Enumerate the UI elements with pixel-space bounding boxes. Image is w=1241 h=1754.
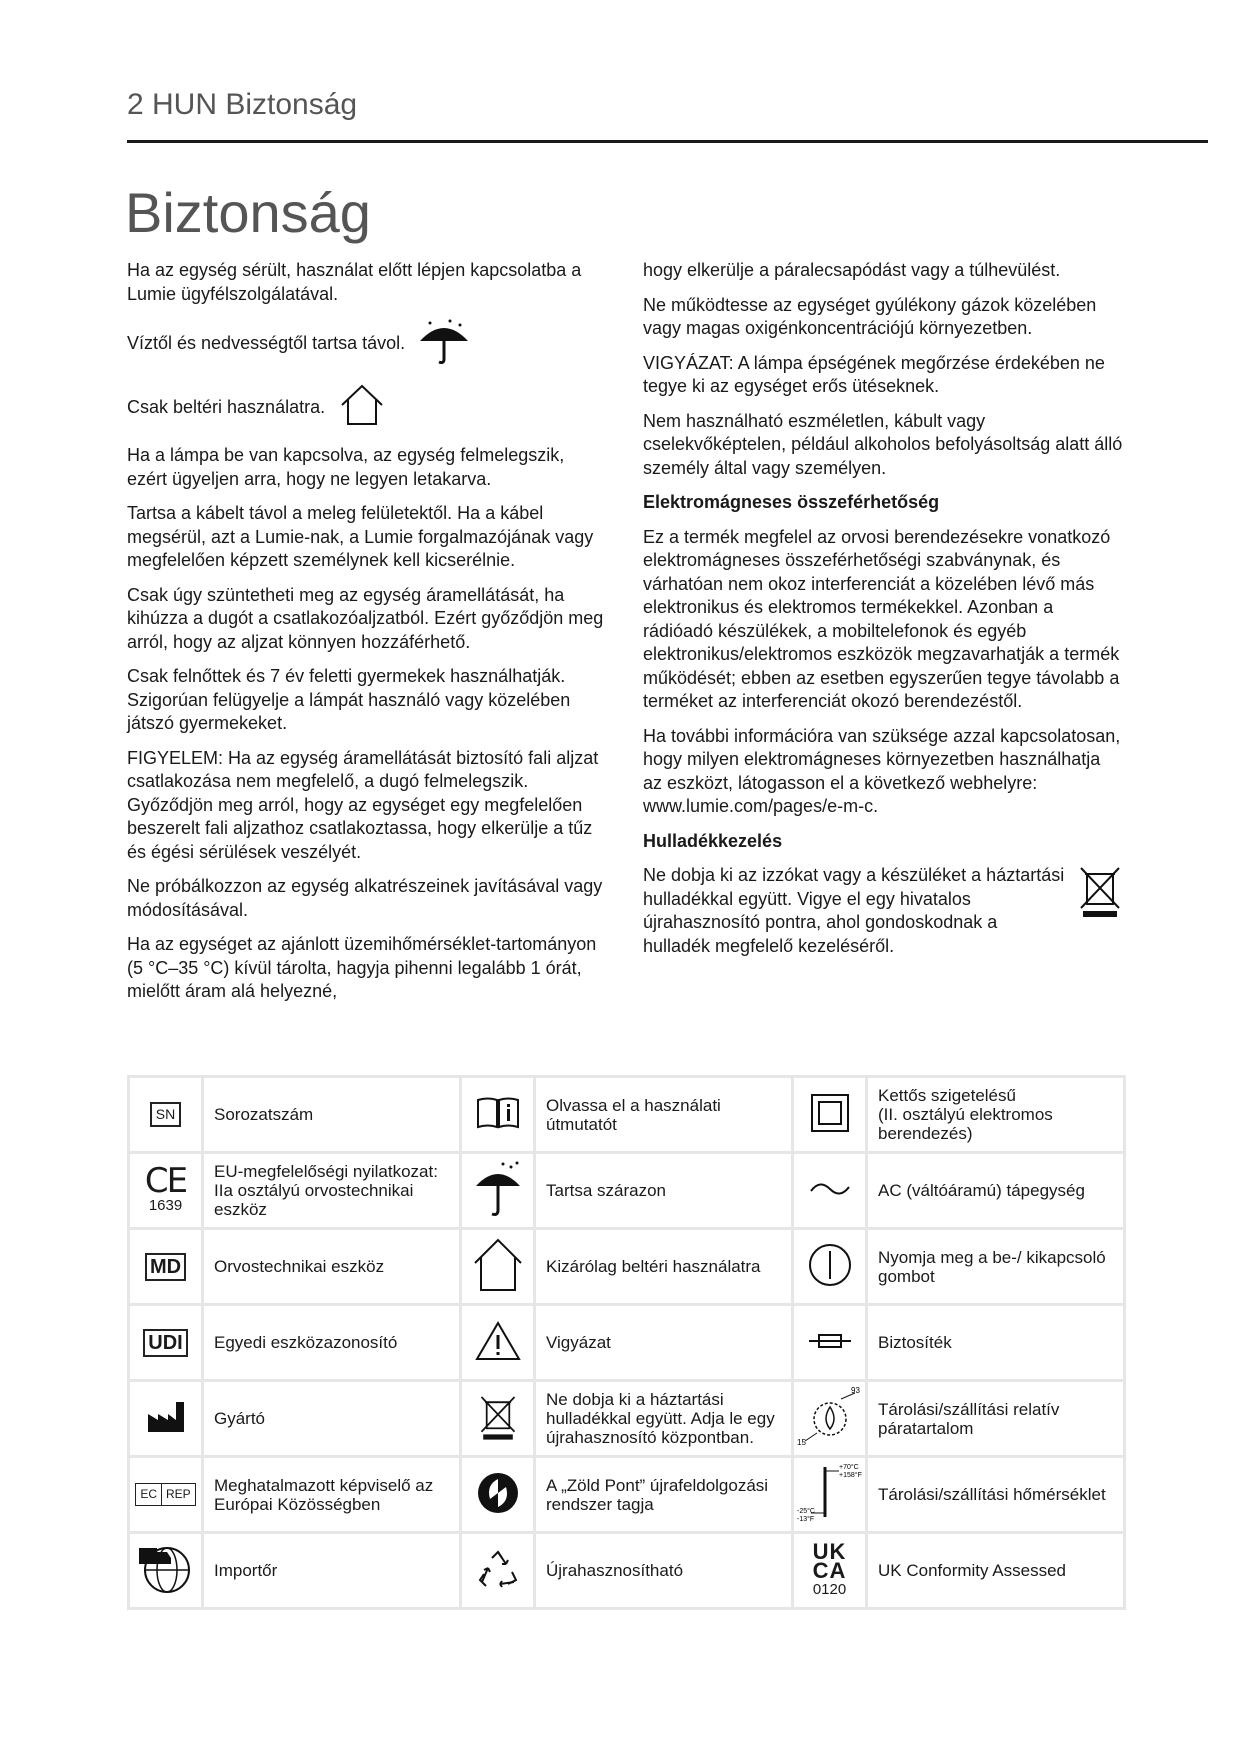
house-icon <box>336 383 388 434</box>
book-info-icon <box>461 1077 535 1153</box>
symbol-label: A „Zöld Pont” újrafeldolgozási rendszer tagja <box>535 1457 793 1533</box>
umbrella-icon <box>461 1153 535 1229</box>
symbol-label: Tárolási/szállítási hőmérséklet <box>867 1457 1125 1533</box>
warning-paragraph: FIGYELEM: Ha az egység áramellátását biztosító fali aljzat csatlakozása nem megfelelő, a dugó felmelegszik. Győződjön meg arról, hogy az egységet egy megfelelően beszerelt fali aljzathoz csatlakoztassa, hogy elkerülje a tűz és égési sérülések veszélyét. <box>127 747 599 862</box>
symbol-label: Kettős szigetelésű (II. osztályú elektromos berendezés) <box>867 1077 1125 1153</box>
humidity-min-label: 15 <box>796 1437 806 1447</box>
symbol-label: Meghatalmazott képviselő az Európai Közösségben <box>203 1457 461 1533</box>
symbol-label: Biztosíték <box>867 1305 1125 1381</box>
symbols-table <box>127 1075 1126 1610</box>
symbol-label: Importőr <box>203 1533 461 1609</box>
temp-min-c: -25°C <box>796 1507 815 1515</box>
paragraph: Ha az egységet az ajánlott üzemihőmérséklet-tartományon (5 °C–35 °C) kívül tárolta, hagyja pihenni legalább 1 órát, mielőtt áram alá helyezné, <box>127 934 597 1001</box>
temp-min-f: -13°F <box>796 1515 814 1523</box>
humidity-icon <box>793 1381 867 1457</box>
symbol-label: Tartsa szárazon <box>535 1153 793 1229</box>
symbol-label: Újrahasznosítható <box>535 1533 793 1609</box>
ec-rep-icon: EC REP <box>129 1457 203 1533</box>
paragraph: Ha további információra van szüksége azzal kapcsolatosan, hogy milyen elektromágneses környezetben használhatja az eszközt, látogasson el a következő webhelyre: www.lumie.com/pages/e-m-c. <box>643 725 1121 816</box>
symbol-label: AC (váltóáramú) tápegység <box>867 1153 1125 1229</box>
double-square-icon <box>793 1077 867 1153</box>
page-header: 2 HUN Biztonság <box>127 88 358 121</box>
green-dot-icon <box>461 1457 535 1533</box>
waste-heading: Hulladékkezelés <box>643 830 783 851</box>
paragraph-with-icon <box>127 317 607 372</box>
paragraph: Ne próbálkozzon az egység alkatrészeinek javításával vagy módosításával. <box>127 876 603 920</box>
weee-bin-icon <box>461 1381 535 1457</box>
symbol-label: EU-megfelelőségi nyilatkozat: IIa osztályú orvostechnikai eszköz <box>203 1153 461 1229</box>
paragraph: Nem használható eszméletlen, kábult vagy cselekvőképtelen, például alkoholos befolyásoltság alatt álló személy által vagy személyen. <box>643 410 1123 478</box>
ce-mark-icon: CE 1639 <box>129 1153 203 1229</box>
table-row <box>129 1077 1125 1153</box>
emc-heading: Elektromágneses összeférhetőség <box>643 492 940 512</box>
symbol-label: Sorozatszám <box>203 1077 461 1153</box>
right-column <box>643 259 1123 969</box>
symbol-label: Orvostechnikai eszköz <box>203 1229 461 1305</box>
caution-paragraph: VIGYÁZAT: A lámpa épségének megőrzése érdekében ne tegye ki az egységet erős ütéseknek. <box>643 352 1105 396</box>
importer-icon <box>129 1533 203 1609</box>
table-row <box>129 1533 1125 1609</box>
factory-icon <box>129 1381 203 1457</box>
temp-max-f: +158°F <box>838 1471 862 1479</box>
table-row <box>129 1381 1125 1457</box>
house-icon <box>461 1229 535 1305</box>
paragraph: Ne működtesse az egységet gyúlékony gázok közelében vagy magas oxigénkoncentrációjú környezetben. <box>643 294 1097 338</box>
fuse-icon <box>793 1305 867 1381</box>
symbol-label: Kizárólag beltéri használatra <box>535 1229 793 1305</box>
md-icon: MD <box>129 1229 203 1305</box>
udi-icon: UDI <box>129 1305 203 1381</box>
weee-bin-icon <box>1077 864 1123 925</box>
humidity-max-label: 93 <box>850 1386 860 1395</box>
symbol-label: Tárolási/szállítási relatív páratartalom <box>867 1381 1125 1457</box>
page-title: Biztonság <box>125 181 371 244</box>
warning-icon <box>461 1305 535 1381</box>
power-icon <box>793 1229 867 1305</box>
umbrella-icon <box>416 317 472 372</box>
paragraph-text: Csak beltéri használatra. <box>127 396 326 417</box>
symbol-label: Gyártó <box>203 1381 461 1457</box>
table-row <box>129 1153 1125 1229</box>
symbol-label: Vigyázat <box>535 1305 793 1381</box>
temp-max-c: +70°C <box>838 1463 859 1471</box>
notified-body-number: 1639 <box>148 1197 183 1214</box>
symbol-label: UK Conformity Assessed <box>867 1533 1125 1609</box>
paragraph: hogy elkerülje a páralecsapódást vagy a túlhevülést. <box>643 260 1061 280</box>
table-row <box>129 1229 1125 1305</box>
paragraph-text: Víztől és nedvességtől tartsa távol. <box>127 333 406 353</box>
paragraph: Ha a lámpa be van kapcsolva, az egység felmelegszik, ezért ügyeljen arra, hogy ne legyen letakarva. <box>127 445 565 489</box>
sn-icon: SN <box>129 1077 203 1153</box>
symbol-label: Ne dobja ki a háztartási hulladékkal együtt. Adja le egy újrahasznosító központban. <box>535 1381 793 1457</box>
ukca-mark-icon: UK CA 0120 <box>793 1533 867 1609</box>
ac-wave-icon <box>793 1153 867 1229</box>
symbol-label: Egyedi eszközazonosító <box>203 1305 461 1381</box>
paragraph: Ez a termék megfelel az orvosi berendezésekre vonatkozó elektromágneses összeférhetőségi szabványnak, és várhatóan nem okoz interferenciát a közelében lévő más elektronikus és elektromos termékekkel. Azonban a rádióadó készülékek, a mobiltelefonok és egyéb elektronikus/elektromos eszközök megzavarhatják a termék működését; ebben az esetben egyszerűen tegye távolabb a terméket az interferenciát okozó berendezéstől. <box>643 526 1120 711</box>
paragraph-with-icon <box>127 383 607 434</box>
paragraph: Csak felnőttek és 7 év feletti gyermekek használhatják. Szigorúan felügyelje a lámpát használó vagy közelében játszó gyermekeket. <box>127 666 571 733</box>
paragraph: Ha az egység sérült, használat előtt lépjen kapcsolatba a Lumie ügyfélszolgálatával. <box>127 260 582 304</box>
paragraph-with-icon <box>643 864 1123 958</box>
header-rule <box>127 140 1208 143</box>
ukca-number: 0120 <box>812 1581 847 1598</box>
thermometer-icon <box>793 1457 867 1533</box>
recycle-icon <box>461 1533 535 1609</box>
table-row <box>129 1305 1125 1381</box>
paragraph: Csak úgy szüntetheti meg az egység áramellátását, ha kihúzza a dugót a csatlakozóaljzatból. Ezért győződjön meg arról, hogy az aljzat könnyen hozzáférhető. <box>127 584 604 652</box>
paragraph-text: Ne dobja ki az izzókat vagy a készüléket a háztartási hulladékkal együtt. Vigye el egy hivatalos újrahasznosító pontra, ahol gondoskodnak a hulladék megfelelő kezeléséről. <box>643 865 1065 956</box>
left-column <box>127 259 607 1015</box>
paragraph: Tartsa a kábelt távol a meleg felületektől. Ha a kábel megsérül, azt a Lumie-nak, a Lumie forgalmazójának vagy megfelelően képzett személynek kell kicserélnie. <box>127 503 594 570</box>
symbol-label: Nyomja meg a be-/ kikapcsoló gombot <box>867 1229 1125 1305</box>
symbol-label: Olvassa el a használati útmutatót <box>535 1077 793 1153</box>
table-row <box>129 1457 1125 1533</box>
